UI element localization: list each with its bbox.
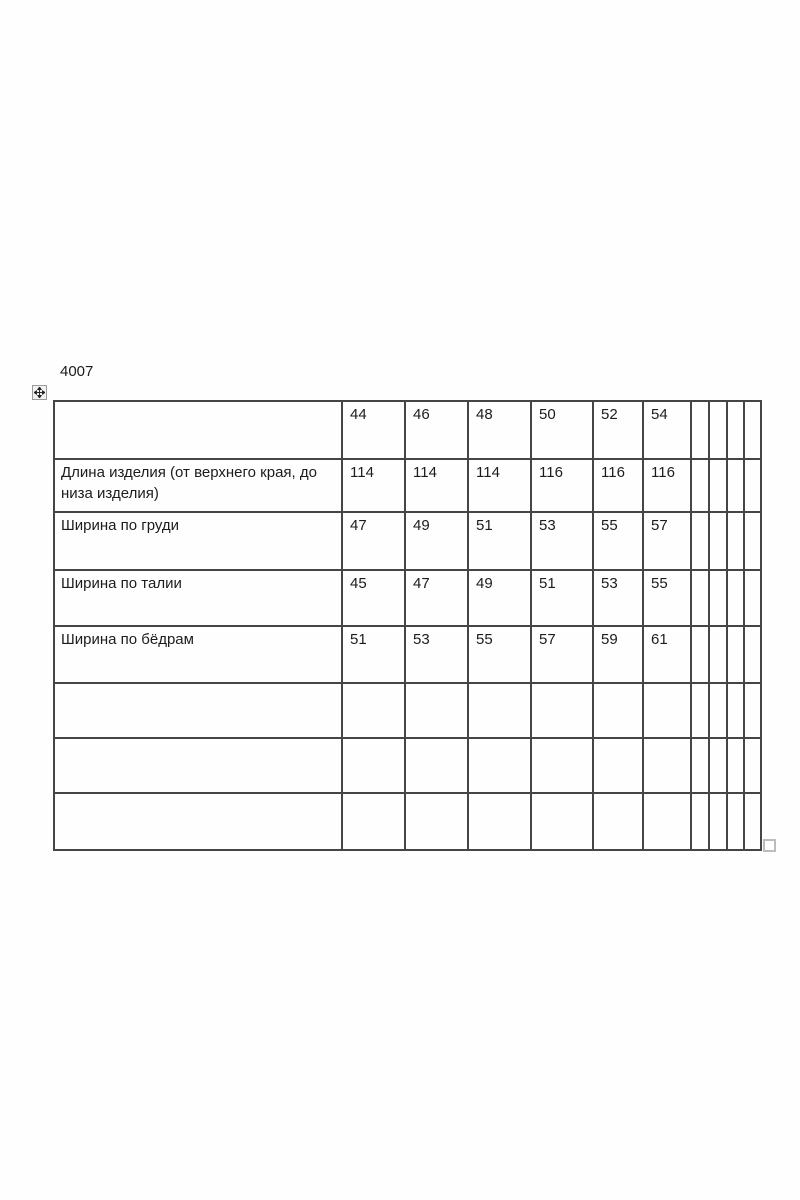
measurement-value-cell[interactable]: 114 (468, 459, 531, 512)
narrow-empty-cell[interactable] (744, 626, 761, 683)
table-row (54, 570, 761, 626)
narrow-empty-cell[interactable] (709, 512, 727, 570)
narrow-empty-cell[interactable] (744, 738, 761, 793)
measurement-value-cell[interactable]: 49 (468, 570, 531, 626)
table-row (54, 459, 761, 512)
measurement-value-cell[interactable] (643, 738, 691, 793)
measurement-value-cell[interactable]: 47 (342, 512, 405, 570)
measurement-value-cell[interactable]: 57 (531, 626, 593, 683)
narrow-empty-cell[interactable] (691, 683, 709, 738)
measurement-value-cell[interactable] (405, 793, 468, 850)
narrow-empty-cell[interactable] (744, 683, 761, 738)
narrow-empty-cell[interactable] (727, 459, 744, 512)
narrow-empty-cell[interactable] (727, 512, 744, 570)
table-row (54, 626, 761, 683)
measurement-value-cell[interactable] (342, 738, 405, 793)
table-move-handle[interactable] (32, 385, 47, 400)
measurement-label-cell[interactable]: Длина изделия (от верхнего края, до низа изделия) (54, 459, 342, 512)
header-size-cell[interactable]: 44 (342, 401, 405, 459)
measurement-label-cell[interactable]: Ширина по талии (54, 570, 342, 626)
narrow-empty-cell[interactable] (709, 401, 727, 459)
measurement-value-cell[interactable] (593, 738, 643, 793)
narrow-empty-cell[interactable] (744, 793, 761, 850)
measurement-value-cell[interactable]: 116 (531, 459, 593, 512)
measurement-value-cell[interactable] (468, 793, 531, 850)
measurement-value-cell[interactable] (405, 683, 468, 738)
measurement-label-cell[interactable]: Ширина по бёдрам (54, 626, 342, 683)
measurement-value-cell[interactable]: 57 (643, 512, 691, 570)
measurement-value-cell[interactable]: 45 (342, 570, 405, 626)
narrow-empty-cell[interactable] (709, 626, 727, 683)
size-table (53, 400, 762, 851)
measurement-value-cell[interactable] (531, 738, 593, 793)
narrow-empty-cell[interactable] (727, 738, 744, 793)
narrow-empty-cell[interactable] (727, 626, 744, 683)
narrow-empty-cell[interactable] (709, 793, 727, 850)
narrow-empty-cell[interactable] (727, 401, 744, 459)
narrow-empty-cell[interactable] (727, 683, 744, 738)
measurement-value-cell[interactable]: 61 (643, 626, 691, 683)
size-header-row (54, 401, 761, 459)
measurement-value-cell[interactable] (643, 793, 691, 850)
measurement-value-cell[interactable] (468, 738, 531, 793)
table-row (54, 512, 761, 570)
measurement-value-cell[interactable]: 53 (531, 512, 593, 570)
table-row (54, 793, 761, 850)
measurement-value-cell[interactable]: 59 (593, 626, 643, 683)
measurement-value-cell[interactable] (643, 683, 691, 738)
measurement-value-cell[interactable] (531, 793, 593, 850)
document-number: 4007 (60, 363, 94, 380)
narrow-empty-cell[interactable] (691, 793, 709, 850)
table-row (54, 683, 761, 738)
table-resize-handle[interactable] (763, 839, 776, 852)
narrow-empty-cell[interactable] (727, 793, 744, 850)
narrow-empty-cell[interactable] (709, 683, 727, 738)
narrow-empty-cell[interactable] (691, 512, 709, 570)
measurement-value-cell[interactable]: 114 (342, 459, 405, 512)
measurement-value-cell[interactable]: 51 (342, 626, 405, 683)
narrow-empty-cell[interactable] (744, 459, 761, 512)
narrow-empty-cell[interactable] (727, 570, 744, 626)
measurement-value-cell[interactable]: 49 (405, 512, 468, 570)
header-label-cell[interactable] (54, 401, 342, 459)
narrow-empty-cell[interactable] (744, 512, 761, 570)
measurement-value-cell[interactable] (342, 683, 405, 738)
measurement-value-cell[interactable]: 51 (468, 512, 531, 570)
narrow-empty-cell[interactable] (691, 626, 709, 683)
measurement-value-cell[interactable] (342, 793, 405, 850)
header-size-cell[interactable]: 48 (468, 401, 531, 459)
measurement-value-cell[interactable]: 55 (593, 512, 643, 570)
header-size-cell[interactable]: 54 (643, 401, 691, 459)
narrow-empty-cell[interactable] (691, 570, 709, 626)
measurement-value-cell[interactable]: 51 (531, 570, 593, 626)
measurement-value-cell[interactable]: 53 (593, 570, 643, 626)
measurement-value-cell[interactable] (593, 683, 643, 738)
narrow-empty-cell[interactable] (709, 570, 727, 626)
measurement-value-cell[interactable] (468, 683, 531, 738)
measurement-value-cell[interactable]: 53 (405, 626, 468, 683)
measurement-label-cell[interactable] (54, 793, 342, 850)
narrow-empty-cell[interactable] (709, 738, 727, 793)
measurement-value-cell[interactable]: 116 (643, 459, 691, 512)
measurement-value-cell[interactable]: 55 (468, 626, 531, 683)
move-icon (34, 387, 45, 398)
measurement-label-cell[interactable]: Ширина по груди (54, 512, 342, 570)
narrow-empty-cell[interactable] (744, 570, 761, 626)
measurement-label-cell[interactable] (54, 683, 342, 738)
measurement-value-cell[interactable] (405, 738, 468, 793)
measurement-value-cell[interactable]: 55 (643, 570, 691, 626)
header-size-cell[interactable]: 46 (405, 401, 468, 459)
measurement-label-cell[interactable] (54, 738, 342, 793)
header-size-cell[interactable]: 52 (593, 401, 643, 459)
narrow-empty-cell[interactable] (744, 401, 761, 459)
narrow-empty-cell[interactable] (709, 459, 727, 512)
measurement-value-cell[interactable]: 114 (405, 459, 468, 512)
measurement-value-cell[interactable]: 47 (405, 570, 468, 626)
measurement-value-cell[interactable] (593, 793, 643, 850)
narrow-empty-cell[interactable] (691, 459, 709, 512)
header-size-cell[interactable]: 50 (531, 401, 593, 459)
narrow-empty-cell[interactable] (691, 401, 709, 459)
measurement-value-cell[interactable] (531, 683, 593, 738)
measurement-value-cell[interactable]: 116 (593, 459, 643, 512)
narrow-empty-cell[interactable] (691, 738, 709, 793)
table-row (54, 738, 761, 793)
